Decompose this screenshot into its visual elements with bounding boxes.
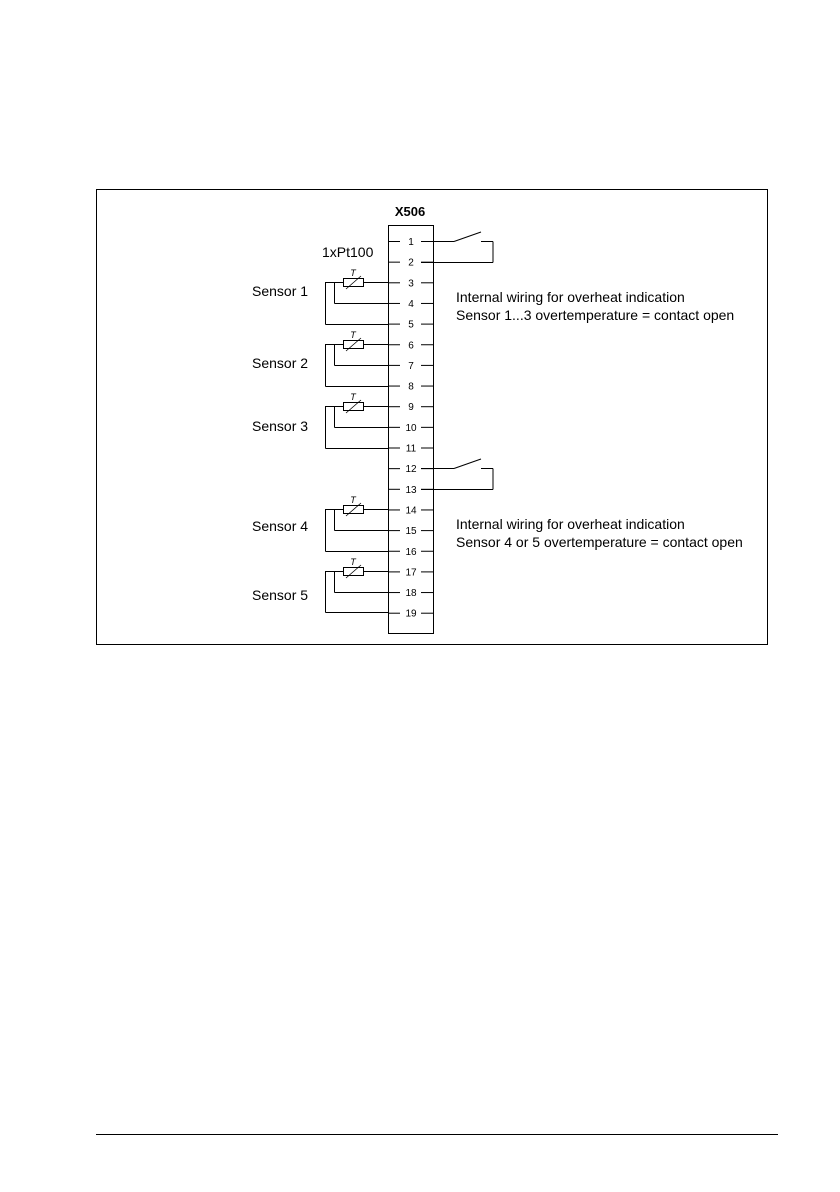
pin-number: 6 <box>408 340 414 352</box>
sensor-1-label: Sensor 1 <box>252 283 309 299</box>
sensor-3-wiring <box>325 392 389 449</box>
sensor-1-wiring <box>325 268 389 325</box>
pin-number: 14 <box>405 505 417 517</box>
note-1-line-2: Sensor 1...3 overtemperature = contact open <box>456 307 735 323</box>
pin-number: 5 <box>408 319 414 331</box>
pin-number: 12 <box>405 464 417 476</box>
sensor-4-wiring <box>325 495 389 552</box>
pin-number: 19 <box>405 608 417 620</box>
sensor-5-label: Sensor 5 <box>252 587 309 603</box>
sensor-4-symbol: T <box>350 495 356 505</box>
pin-number: 10 <box>405 422 417 434</box>
pin-number: 1 <box>408 237 414 248</box>
pin-number: 3 <box>408 278 414 290</box>
pin-number: 16 <box>405 546 417 558</box>
sensor-5-symbol: T <box>350 557 356 567</box>
pin-number: 17 <box>405 567 417 579</box>
note-2-line-2: Sensor 4 or 5 overtemperature = contact open <box>456 534 743 550</box>
diagram-frame <box>97 190 768 645</box>
pin-number: 18 <box>405 588 417 600</box>
pin-number: 11 <box>405 443 417 455</box>
contact-1-2 <box>421 232 493 263</box>
pin-number: 15 <box>405 526 417 538</box>
pin-number: 2 <box>408 257 414 269</box>
sensor-3-symbol: T <box>350 392 356 402</box>
pin-number: 7 <box>408 360 414 372</box>
note-2-line-1: Internal wiring for overheat indication <box>456 516 685 532</box>
contact-12-13 <box>421 459 493 490</box>
sensor-1-symbol: T <box>350 268 356 278</box>
sensor-2-label: Sensor 2 <box>252 355 309 371</box>
sensor-2-symbol: T <box>350 330 356 340</box>
pin-group <box>389 237 433 620</box>
sensor-4-label: Sensor 4 <box>252 518 309 534</box>
sensor-3-label: Sensor 3 <box>252 418 309 434</box>
sensor-2-wiring <box>325 330 389 387</box>
pin-number: 4 <box>408 298 414 310</box>
pin-number: 9 <box>408 402 414 414</box>
pin-number: 13 <box>405 484 417 496</box>
connector-title: X506 <box>394 204 426 219</box>
sensor-type-label: 1xPt100 <box>322 244 374 260</box>
note-1-line-1: Internal wiring for overheat indication <box>456 289 685 305</box>
sensor-5-wiring <box>325 557 389 613</box>
pin-number: 8 <box>408 381 414 393</box>
